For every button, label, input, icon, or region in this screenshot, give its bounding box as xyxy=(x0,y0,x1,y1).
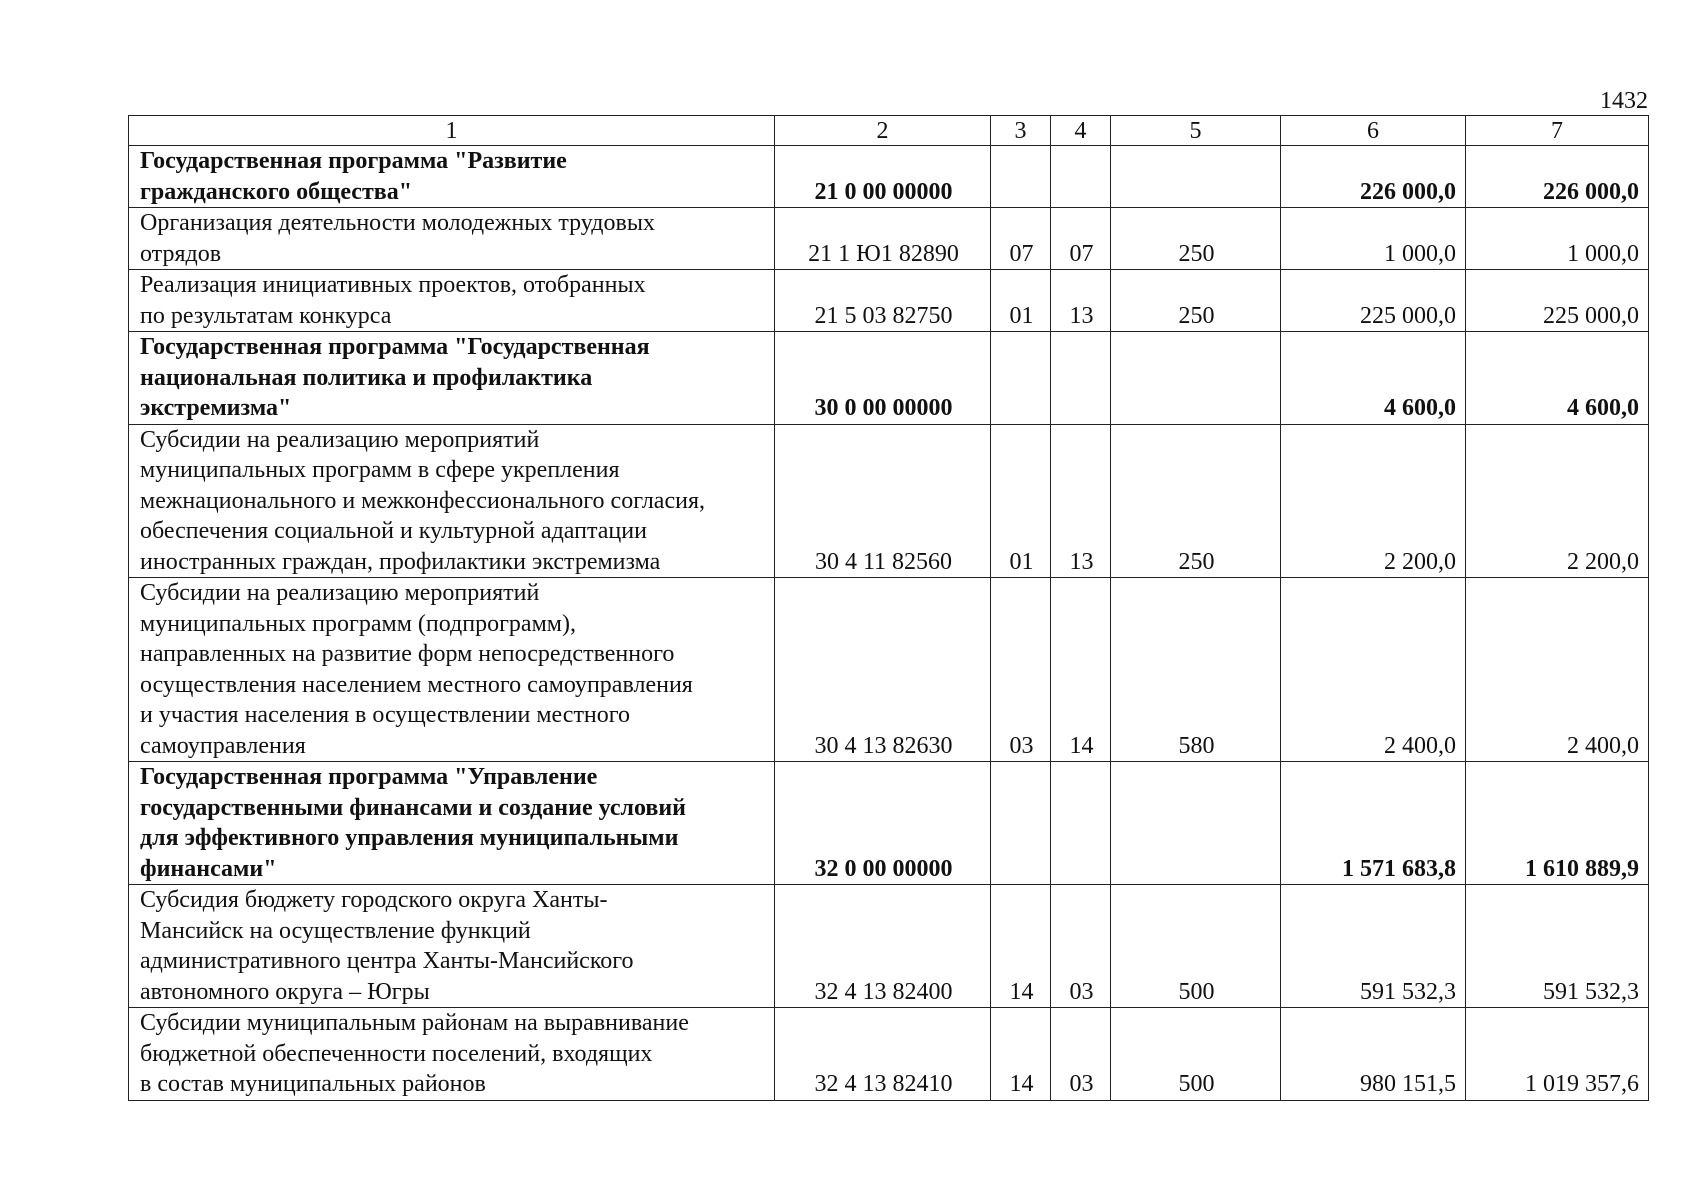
expense-type-code: 500 xyxy=(1111,885,1281,1008)
amount-column-6: 2 200,0 xyxy=(1281,424,1466,578)
section-code xyxy=(991,146,1051,208)
subsection-code: 13 xyxy=(1051,424,1111,578)
row-name-line: административного центра Ханты-Мансийского xyxy=(140,948,634,974)
program-row xyxy=(129,762,1649,885)
row-name-line: бюджетной обеспеченности поселений, входящих xyxy=(140,1040,653,1067)
table-body xyxy=(129,146,1649,1101)
row-name-line: муниципальных программ (подпрограмм), xyxy=(140,610,576,637)
program-row xyxy=(129,146,1649,208)
expense-type-code xyxy=(1111,332,1281,425)
column-header: 5 xyxy=(1111,116,1281,146)
amount-column-7: 2 200,0 xyxy=(1466,424,1649,578)
column-header: 6 xyxy=(1281,116,1466,146)
target-article-code: 32 4 13 82410 xyxy=(775,1008,991,1101)
row-name-line: государственными финансами и создание условий xyxy=(140,794,686,821)
target-article-code: 21 0 00 00000 xyxy=(775,146,991,208)
subsidy-row xyxy=(129,270,1649,332)
section-code: 03 xyxy=(991,578,1051,762)
amount-column-6: 1 000,0 xyxy=(1281,208,1466,270)
row-name-line: межнационального и межконфессионального согласия, xyxy=(140,487,705,514)
row-name xyxy=(129,146,775,208)
amount-column-6: 225 000,0 xyxy=(1281,270,1466,332)
amount-column-7: 225 000,0 xyxy=(1466,270,1649,332)
amount-column-7: 4 600,0 xyxy=(1466,332,1649,425)
amount-column-6: 226 000,0 xyxy=(1281,146,1466,208)
row-name xyxy=(129,332,775,425)
column-number-row xyxy=(129,116,1649,146)
row-name xyxy=(129,1008,775,1101)
subsection-code xyxy=(1051,762,1111,885)
column-header: 4 xyxy=(1051,116,1111,146)
subsection-code: 07 xyxy=(1051,208,1111,270)
row-name-line: обеспечения социальной и культурной адаптации xyxy=(140,518,647,544)
target-article-code: 30 4 13 82630 xyxy=(775,578,991,762)
subsidy-row xyxy=(129,885,1649,1008)
column-header: 3 xyxy=(991,116,1051,146)
amount-column-7: 1 000,0 xyxy=(1466,208,1649,270)
target-article-code: 32 0 00 00000 xyxy=(775,762,991,885)
row-name-line: Субсидии на реализацию мероприятий xyxy=(140,426,540,453)
amount-column-7: 2 400,0 xyxy=(1466,578,1649,762)
column-header: 7 xyxy=(1466,116,1649,146)
amount-column-7: 1 019 357,6 xyxy=(1466,1008,1649,1101)
expense-type-code: 250 xyxy=(1111,208,1281,270)
budget-table xyxy=(128,115,1649,1101)
row-name-line: и участия населения в осуществлении местного xyxy=(140,702,631,728)
subsidy-row xyxy=(129,208,1649,270)
amount-column-6: 4 600,0 xyxy=(1281,332,1466,425)
row-name xyxy=(129,762,775,885)
row-name xyxy=(129,270,775,332)
subsection-code: 13 xyxy=(1051,270,1111,332)
column-header: 2 xyxy=(775,116,991,146)
column-header: 1 xyxy=(129,116,775,146)
row-name-line: национальная политика и профилактика xyxy=(140,364,593,391)
amount-column-6: 1 571 683,8 xyxy=(1281,762,1466,885)
target-article-code: 32 4 13 82400 xyxy=(775,885,991,1008)
target-article-code: 21 1 Ю1 82890 xyxy=(775,208,991,270)
subsidy-row xyxy=(129,578,1649,762)
row-name-line: Реализация инициативных проектов, отобранных xyxy=(140,272,646,298)
row-name-line: иностранных граждан, профилактики экстремизма xyxy=(140,548,661,575)
subsection-code xyxy=(1051,146,1111,208)
expense-type-code: 250 xyxy=(1111,424,1281,578)
page-number: 1432 xyxy=(1600,88,1648,114)
program-row xyxy=(129,332,1649,425)
target-article-code: 30 4 11 82560 xyxy=(775,424,991,578)
section-code xyxy=(991,762,1051,885)
expense-type-code: 500 xyxy=(1111,1008,1281,1101)
row-name-line: Государственная программа "Управление xyxy=(140,764,598,790)
section-code: 14 xyxy=(991,1008,1051,1101)
target-article-code: 30 0 00 00000 xyxy=(775,332,991,425)
amount-column-6: 591 532,3 xyxy=(1281,885,1466,1008)
row-name-line: отрядов xyxy=(140,240,222,267)
row-name xyxy=(129,424,775,578)
section-code: 01 xyxy=(991,270,1051,332)
amount-column-6: 2 400,0 xyxy=(1281,578,1466,762)
row-name-line: Организация деятельности молодежных трудовых xyxy=(140,210,655,236)
row-name-line: финансами" xyxy=(140,855,277,882)
row-name-line: Субсидии муниципальным районам на выравнивание xyxy=(140,1010,689,1036)
row-name-line: Субсидии на реализацию мероприятий xyxy=(140,580,540,606)
subsidy-row xyxy=(129,1008,1649,1101)
expense-type-code xyxy=(1111,762,1281,885)
section-code xyxy=(991,332,1051,425)
row-name-line: муниципальных программ в сфере укрепления xyxy=(140,457,620,483)
row-name-line: Государственная программа "Развитие xyxy=(140,148,567,174)
subsidy-row xyxy=(129,424,1649,578)
amount-column-7: 226 000,0 xyxy=(1466,146,1649,208)
row-name-line: осуществления населением местного самоуправления xyxy=(140,671,693,698)
row-name xyxy=(129,885,775,1008)
subsection-code: 03 xyxy=(1051,885,1111,1008)
expense-type-code: 580 xyxy=(1111,578,1281,762)
row-name-line: направленных на развитие форм непосредственного xyxy=(140,641,675,667)
row-name-line: автономного округа – Югры xyxy=(140,978,430,1005)
row-name-line: Государственная программа "Государственная xyxy=(140,334,650,360)
row-name-line: гражданского общества" xyxy=(140,178,413,205)
section-code: 01 xyxy=(991,424,1051,578)
subsection-code xyxy=(1051,332,1111,425)
amount-column-7: 591 532,3 xyxy=(1466,885,1649,1008)
amount-column-6: 980 151,5 xyxy=(1281,1008,1466,1101)
target-article-code: 21 5 03 82750 xyxy=(775,270,991,332)
row-name-line: в состав муниципальных районов xyxy=(140,1071,486,1097)
expense-type-code: 250 xyxy=(1111,270,1281,332)
expense-type-code xyxy=(1111,146,1281,208)
section-code: 14 xyxy=(991,885,1051,1008)
row-name xyxy=(129,208,775,270)
subsection-code: 03 xyxy=(1051,1008,1111,1101)
row-name-line: экстремизма" xyxy=(140,395,292,421)
row-name-line: Субсидия бюджету городского округа Ханты- xyxy=(140,887,608,913)
subsection-code: 14 xyxy=(1051,578,1111,762)
row-name-line: по результатам конкурса xyxy=(140,302,392,329)
row-name-line: Мансийск на осуществление функций xyxy=(140,917,531,944)
amount-column-7: 1 610 889,9 xyxy=(1466,762,1649,885)
row-name-line: самоуправления xyxy=(140,732,306,759)
section-code: 07 xyxy=(991,208,1051,270)
row-name-line: для эффективного управления муниципальными xyxy=(140,825,679,851)
row-name xyxy=(129,578,775,762)
